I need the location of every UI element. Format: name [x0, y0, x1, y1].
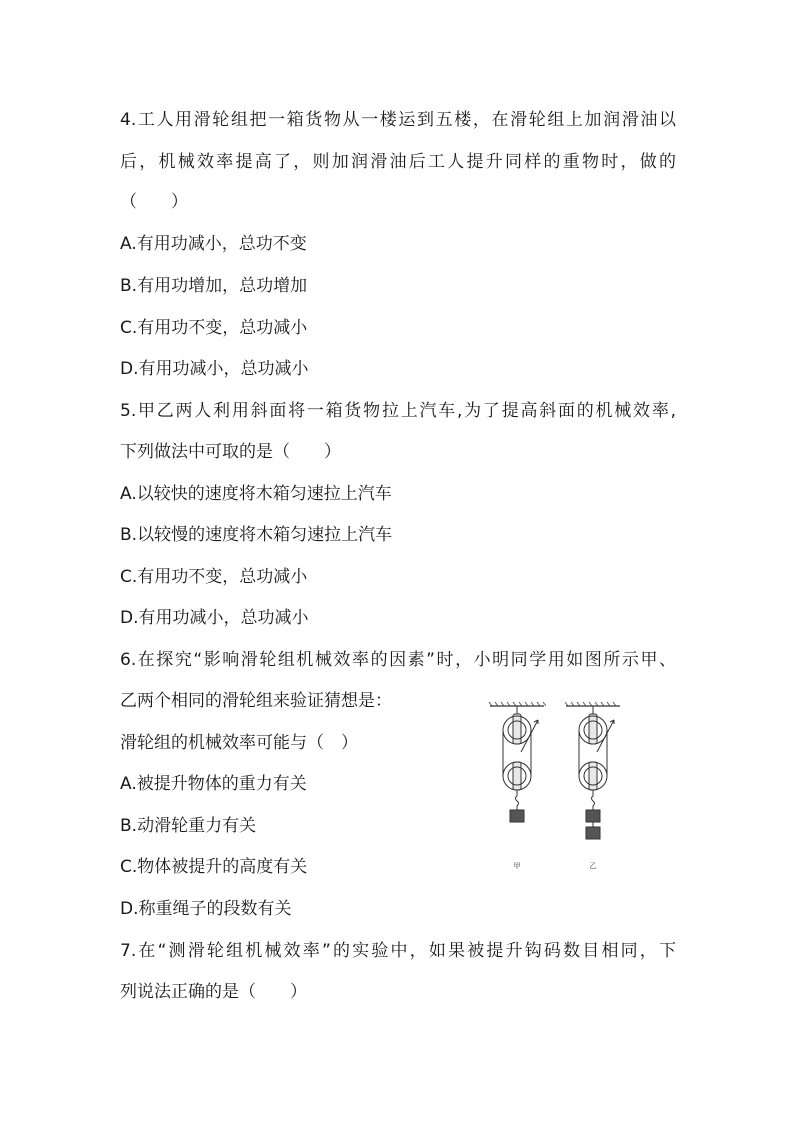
question-5-option-d: D.有用功减小，总功减小	[120, 608, 309, 628]
pulley-system-jia	[489, 702, 546, 822]
question-4-stem-line-2: 后，机械效率提高了，则加润滑油后工人提升同样的重物时，做的	[120, 152, 676, 172]
question-4-option-d: D.有用功减小，总功减小	[120, 359, 309, 379]
question-6-stem-line-1: 6.在探究“影响滑轮组机械效率的因素”时，小明同学用如图所示甲、	[120, 650, 676, 670]
weight-1-yi	[586, 810, 600, 822]
question-4-option-b: B.有用功增加，总功增加	[120, 276, 308, 296]
question-6-stem-line-2: 乙两个相同的滑轮组来验证猜想是：	[120, 691, 392, 711]
question-6-option-c: C.物体被提升的高度有关	[120, 857, 308, 877]
question-6-option-b: B.动滑轮重力有关	[120, 816, 257, 836]
question-5-option-b: B.以较慢的速度将木箱匀速拉上汽车	[120, 525, 393, 545]
figure-label-jia: 甲	[513, 862, 521, 870]
weight-jia	[510, 810, 524, 822]
moving-pulley-frame-jia	[513, 762, 521, 790]
question-5-stem-line-2: 下列做法中可取的是（ ）	[120, 442, 341, 462]
pulley-system-yi	[565, 702, 620, 839]
hook-yi	[592, 790, 595, 810]
question-5-option-c: C.有用功不变，总功减小	[120, 567, 308, 587]
question-4-answer-blank: （ ）	[120, 192, 188, 212]
question-5-option-a: A.以较快的速度将木箱匀速拉上汽车	[120, 484, 392, 504]
hook-jia	[516, 790, 519, 810]
question-7-stem-line-1: 7.在“测滑轮组机械效率”的实验中，如果被提升钩码数目相同，下	[120, 941, 676, 961]
question-4-stem-line-1: 4.工人用滑轮组把一箱货物从一楼运到五楼，在滑轮组上加润滑油以	[120, 110, 676, 130]
weight-2-yi	[586, 827, 600, 839]
moving-pulley-frame-yi	[589, 762, 597, 790]
question-4-option-c: C.有用功不变，总功减小	[120, 318, 308, 338]
figure-label-yi: 乙	[589, 862, 597, 870]
question-5-stem-line-1: 5.甲乙两人利用斜面将一箱货物拉上汽车,为了提高斜面的机械效率,	[120, 401, 676, 421]
question-4-option-a: A.有用功减小，总功不变	[120, 234, 307, 254]
pulley-diagram	[486, 700, 622, 874]
question-6-option-d: D.称重绳子的段数有关	[120, 899, 292, 919]
question-6-stem-line-3: 滑轮组的机械效率可能与（ ）	[120, 733, 358, 753]
question-6-option-a: A.被提升物体的重力有关	[120, 774, 307, 794]
question-7-stem-line-2: 列说法正确的是（ ）	[120, 982, 307, 1002]
